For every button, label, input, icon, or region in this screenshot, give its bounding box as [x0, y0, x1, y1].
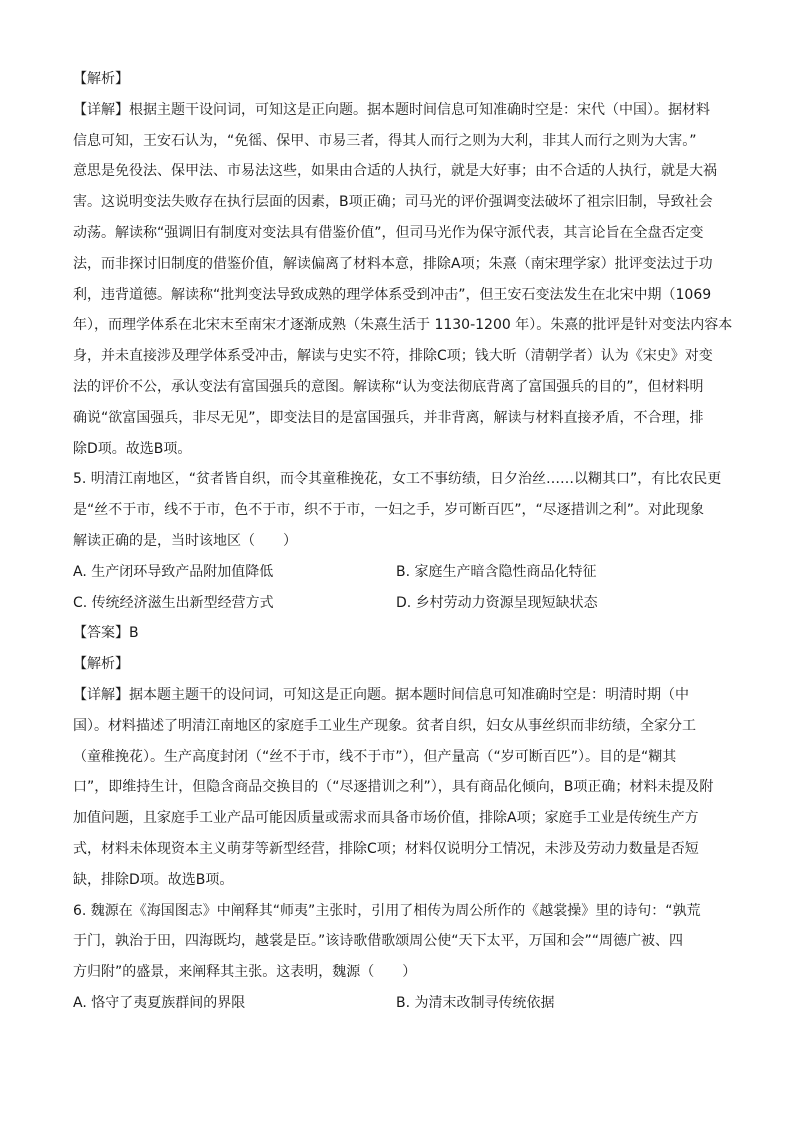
option-b: B. 为清末改制寻传统依据 [396, 994, 555, 1011]
explain-line: 信息可知，王安石认为，“免徭、保甲、市易三者，得其人而行之则为大利，非其人而行之则为大害。” [73, 132, 697, 149]
option-a: A. 恪守了夷夏族群间的界限 [73, 994, 246, 1011]
explain-line: 法，而非探讨旧制度的借鉴价值，解读偏离了材料本意，排除A项；朱熹（南宋理学家）批评变法过于功 [73, 255, 713, 272]
question-6-line: 于门，孰治于田，四海既均，越裳是臣。”该诗歌借歌颂周公使“天下太平，万国和会”“周德广被、四 [73, 933, 684, 950]
explain-line: 加值问题，且家庭手工业产品可能因质量或需求而具备市场价值，排除A项；家庭手工业是传统生产方 [73, 810, 699, 827]
explain-line: （童稚挽花）。生产高度封闭（“丝不于市，线不于市”），但产量高（“岁可断百匹”）。目的是“糊其 [73, 748, 677, 765]
explain-line: 缺，排除D项。故选B项。 [73, 871, 234, 888]
explain-line: 国）。材料描述了明清江南地区的家庭手工业生产现象。贫者自织，妇女从事丝织而非纺绩，全家分工 [73, 717, 696, 734]
explain-line: 意思是免役法、保甲法、市易法这些，如果由合适的人执行，就是大好事；由不合适的人执行，就是大祸 [73, 163, 717, 180]
question-5-options-row-2 [73, 588, 723, 619]
question-5-options-row-1 [73, 557, 723, 588]
explain-line: 式，材料未体现资本主义萌芽等新型经营，排除C项；材料仅说明分工情况，未涉及劳动力数量是否短 [73, 840, 699, 857]
question-6-options-row-1 [73, 988, 723, 1019]
explain-line: 【详解】根据主题干设问词，可知这是正向题。据本题时间信息可知准确时空是：宋代（中国）。据材料 [73, 101, 710, 118]
question-5-line: 解读正确的是，当时该地区（ ） [73, 532, 297, 549]
explain-line: 利，违背道德。解读称“批判变法导致成熟的理学体系受到冲击”，但王安石变法发生在北宋中期（1069 [73, 286, 712, 303]
option-b: B. 家庭生产暗含隐性商品化特征 [396, 563, 597, 580]
explain-line: 口”，即维持生计，但隐含商品交换目的（“尽逐措训之利”），具有商品化倾向，B项正确；材料未提及附 [73, 779, 714, 796]
document-content [73, 64, 733, 1019]
explain-line: 动荡。解读称“强调旧有制度对变法具有借鉴价值”，但司马光作为保守派代表，其言论旨在全盘否定变 [73, 224, 704, 241]
explain-line: 身，并未直接涉及理学体系受冲击，解读与史实不符，排除C项；钱大昕（清朝学者）认为《宋史》对变 [73, 348, 713, 365]
explain-line: 除D项。故选B项。 [73, 440, 192, 457]
option-d: D. 乡村劳动力资源呈现短缺状态 [396, 594, 598, 611]
explain-line: 【详解】据本题主题干的设问词，可知这是正向题。据本题时间信息可知准确时空是：明清时期（中 [73, 686, 689, 703]
explain-line: 法的评价不公，承认变法有富国强兵的意图。解读称“认为变法彻底背离了富国强兵的目的”，但材料明 [73, 378, 704, 395]
explain-line: 年），而理学体系在北宋末至南宋才逐渐成熟（朱熹生活于 1130-1200 年）。朱熹的批评是针对变法内容本 [73, 317, 733, 334]
question-5-line: 5. 明清江南地区，“贫者皆自织，而令其童稚挽花，女工不事纺绩，日夕治丝……以糊其口”，有比农民更 [73, 471, 722, 488]
question-5-line: 是“丝不于市，线不于市，色不于市，织不于市，一妇之手，岁可断百匹”，“尽逐措训之利”。对此现象 [73, 502, 705, 519]
analysis-label: 【解析】 [73, 71, 129, 87]
answer-label: 【答案】B [73, 625, 139, 642]
option-a: A. 生产闭环导致产品附加值降低 [73, 563, 274, 580]
analysis-label: 【解析】 [73, 656, 129, 673]
explain-line: 害。这说明变法失败存在执行层面的因素，B项正确；司马光的评价强调变法破坏了祖宗旧制，导致社会 [73, 194, 713, 211]
option-c: C. 传统经济滋生出新型经营方式 [73, 594, 274, 611]
explain-line: 确说“欲富国强兵，非尽无见”，即变法目的是富国强兵，并非背离，解读与材料直接矛盾，不合理，排 [73, 409, 704, 426]
question-6-line: 方归附”的盛景，来阐释其主张。这表明，魏源（ ） [73, 964, 417, 981]
question-6-line: 6. 魏源在《海国图志》中阐释其“师夷”主张时，引用了相传为周公所作的《越裳操》里的诗句：“孰荒 [73, 902, 701, 919]
